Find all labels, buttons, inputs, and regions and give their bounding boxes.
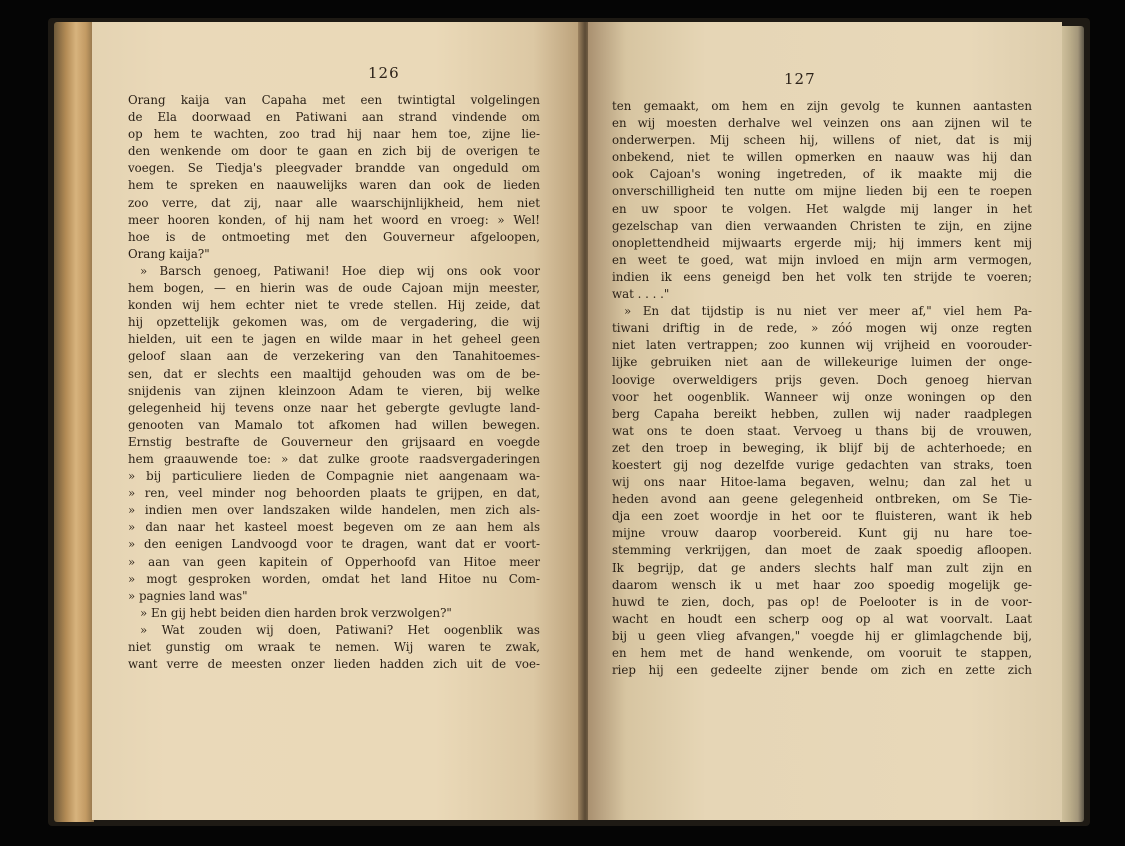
text-line: zet den troep in beweging, ik blijf bij de achterhoede; en bbox=[612, 440, 1032, 455]
text-line: lijke gebruiken niet aan de willekeurige luimen der onge- bbox=[612, 355, 1032, 370]
text-line: hem bogen, — en hierin was de oude Cajoan mijn meester, bbox=[128, 281, 540, 296]
text-line: stemming verkrijgen, dan moet de zaak spoedig afloopen. bbox=[612, 543, 1032, 558]
text-line: sen, dat er slechts een maaltijd gehouden was om de be- bbox=[128, 366, 540, 381]
text-line: en uw spoor te volgen. Het walgde mij langer in het bbox=[612, 201, 1032, 216]
page-body-text bbox=[128, 92, 540, 673]
text-line: » mogt gesproken worden, omdat het land Hitoe nu Com- bbox=[128, 571, 540, 586]
text-line: want verre de meesten onzer lieden hadden zich uit de voe- bbox=[128, 657, 540, 672]
text-line: Orang kaija?" bbox=[128, 246, 210, 261]
text-line: tiwani driftig in de rede, » zóó mogen wij onze regten bbox=[612, 321, 1032, 336]
text-line: niet laten vertrappen; zoo kunnen wij vrijheid en voorouder- bbox=[612, 338, 1032, 353]
book-spine-edge bbox=[54, 22, 94, 822]
text-line: Orang kaija van Capaha met een twintigtal volgelingen bbox=[128, 93, 540, 107]
text-line: onderwerpen. Mij scheen hij, willens of niet, dat is mij bbox=[612, 133, 1032, 148]
text-line: hij opzettelijk gekomen was, om de vergadering, die wij bbox=[128, 315, 540, 330]
text-line: gelegenheid hij tevens onze naar het gebergte gevlugte land- bbox=[128, 400, 540, 415]
text-line: mijne vrouw daarop voorbereid. Kunt gij nu hare toe- bbox=[612, 526, 1032, 541]
page-block-edge bbox=[1060, 26, 1084, 822]
page-number: 126 bbox=[368, 64, 400, 82]
text-line: » aan van geen kapitein of Opperhoofd van Hitoe meer bbox=[128, 554, 540, 569]
text-line: » indien men over landszaken wilde handelen, men zich als- bbox=[128, 503, 540, 518]
text-line: onoplettendheid mijwaarts ergerde mij; hij immers kent mij bbox=[612, 235, 1032, 250]
right-page bbox=[588, 22, 1062, 820]
text-line: den wenkende om door te gaan en zich bij de overigen te bbox=[128, 144, 540, 159]
text-line: ook Cajoan's woning ingetreden, of ik maakte mij die bbox=[612, 167, 1032, 182]
text-line: riep hij een gedeelte zijner bende om zich en zette zich bbox=[612, 663, 1032, 678]
text-line: koestert gij nog dezelfde vurige gedachten van straks, toen bbox=[612, 457, 1032, 472]
text-line: wat . . . ." bbox=[612, 287, 670, 302]
text-line: » den eenigen Landvoogd voor te dragen, want dat er voort- bbox=[128, 537, 540, 552]
text-line: » En dat tijdstip is nu niet ver meer af," viel hem Pa- bbox=[624, 304, 1032, 319]
text-line: onverschilligheid ten nutte om mijne lieden bij een te roepen bbox=[612, 184, 1032, 199]
text-line: » Wat zouden wij doen, Patiwani? Het oogenblik was bbox=[140, 622, 540, 637]
text-line: hem graauwende toe: » dat zulke groote raadsvergaderingen bbox=[128, 451, 540, 466]
text-line: daarom wensch ik u met haar zoo spoedig mogelijk ge- bbox=[612, 577, 1032, 592]
text-line: snijdenis van zijnen kleinzoon Adam te vieren, bij welke bbox=[128, 383, 540, 398]
text-line: » bij particuliere lieden de Compagnie niet aangenaam wa- bbox=[128, 469, 540, 484]
page-body-text bbox=[612, 98, 1032, 679]
text-line: » Barsch genoeg, Patiwani! Hoe diep wij ons ook voor bbox=[140, 263, 540, 278]
text-line: en wij moesten derhalve wel veinzen ons aan zijnen wil te bbox=[612, 116, 1032, 131]
text-line: onbekend, niet te willen opmerken en naauw was hij dan bbox=[612, 150, 1032, 165]
text-line: loovige overweldigers prijs geven. Doch genoeg hiervan bbox=[612, 372, 1032, 387]
text-line: genooten van Mamalo tot afkomen had willen bewegen. bbox=[128, 417, 540, 432]
text-line: voegen. Se Tiedja's pleegvader brandde van ongeduld om bbox=[128, 161, 540, 176]
text-line: en hem met de hand wenkende, om vooruit te stappen, bbox=[612, 646, 1032, 660]
text-line: » ren, veel minder nog behoorden plaats te grijpen, en dat, bbox=[128, 486, 540, 501]
left-page bbox=[92, 22, 582, 820]
text-line: » pagnies land was" bbox=[128, 588, 248, 603]
text-line: berg Capaha bereikt hebben, zullen wij nader raadplegen bbox=[612, 406, 1032, 421]
text-line: dja een zoet woordje in het oor te fluisteren, want ik heb bbox=[612, 509, 1032, 524]
text-line: bij u geen vlieg afvangen," voegde hij er glimlagchende bij, bbox=[612, 628, 1032, 643]
text-line: hielden, uit een te jagen en wilde maar in het geheel geen bbox=[128, 332, 540, 347]
text-line: Ernstig bestrafte de Gouverneur den grijsaard en voegde bbox=[128, 434, 540, 449]
text-line: zoo verre, dat zij, naar alle waarschijnlijkheid, hem niet bbox=[128, 195, 540, 210]
page-number: 127 bbox=[784, 70, 816, 88]
text-line: geloof slaan aan de verzekering van den Tanahitoemes- bbox=[128, 349, 540, 364]
text-line: Ik begrijp, dat ge anders slechts half man zult zijn en bbox=[612, 560, 1032, 575]
text-line: gezelschap van dien verwaanden Christen te zijn, en zijne bbox=[612, 218, 1032, 233]
text-line: wacht en houdt een scherp oog op al wat voorvalt. Laat bbox=[612, 611, 1032, 626]
text-line: » dan naar het kasteel moest begeven om ze aan hem als bbox=[128, 520, 540, 535]
text-line: meer hooren konden, of hij nam het woord en vroeg: » Wel! bbox=[128, 212, 540, 227]
text-line: en weet te goed, wat mijn invloed en mijn arm vermogen, bbox=[612, 252, 1032, 267]
text-line: op hem te wachten, zoo trad hij naar hem toe, zijne lie- bbox=[128, 127, 540, 142]
text-line: wij ons naar Hitoe-lama begaven, welnu; dan zal het u bbox=[612, 475, 1032, 490]
text-line: hoe is de ontmoeting met den Gouverneur afgeloopen, bbox=[128, 229, 540, 244]
text-line: voor het oogenblik. Wanneer wij onze woningen op den bbox=[612, 389, 1032, 404]
text-line: hem te spreken en naauwelijks waren dan ook de lieden bbox=[128, 178, 540, 193]
text-line: wat ons te doen staat. Vervoeg u thans bij de vrouwen, bbox=[612, 423, 1032, 438]
text-line: konden wij hem echter niet te vrede stellen. Hij zeide, dat bbox=[128, 298, 540, 313]
text-line: » En gij hebt beiden dien harden brok verzwolgen?" bbox=[140, 605, 452, 620]
text-line: indien ik eens geneigd ben het volk ten strijde te voeren; bbox=[612, 269, 1032, 284]
text-line: de Ela doorwaad en Patiwani aan strand vindende om bbox=[128, 110, 540, 125]
text-line: huwd te zien, doch, pas op! de Poelooter is in de voor- bbox=[612, 594, 1032, 609]
text-line: heden avond aan geene gelegenheid ontbreken, om Se Tie- bbox=[612, 492, 1032, 507]
text-line: ten gemaakt, om hem en zijn gevolg te kunnen aantasten bbox=[612, 99, 1032, 113]
text-line: niet gunstig om wraak te nemen. Wij waren te zwak, bbox=[128, 640, 540, 654]
